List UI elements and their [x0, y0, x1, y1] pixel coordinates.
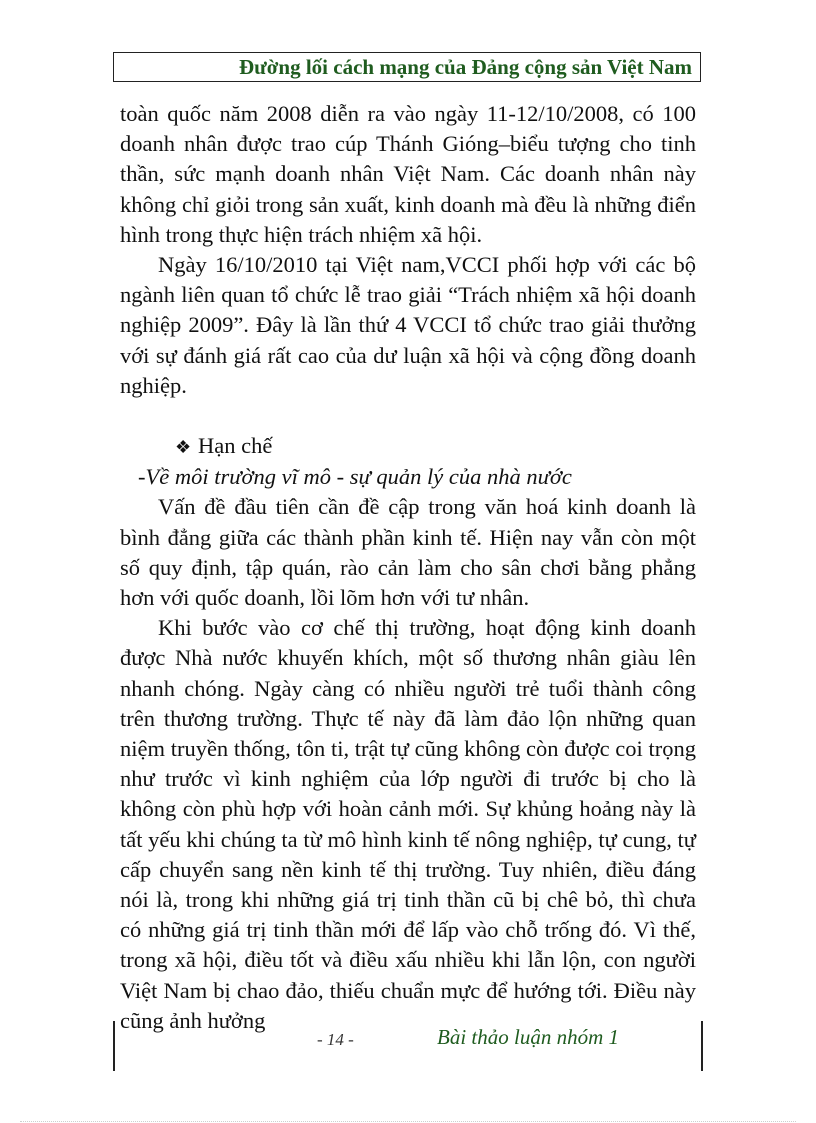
header-title: Đường lối cách mạng của Đảng cộng sản Việt Nam — [239, 55, 692, 79]
page-number: - 14 - — [317, 1030, 354, 1049]
body-paragraph-1: toàn quốc năm 2008 diễn ra vào ngày 11-12/10/2008, có 100 doanh nhân được trao cúp Thánh Gióng–biểu tượng cho tinh thần, sức mạnh doanh nhân Việt Nam. Các doanh nhân này không chỉ giỏi trong sản xuất, kinh doanh mà đều là những điển hình trong thực hiện trách nhiệm xã hội. — [120, 101, 696, 247]
footer-right-rule — [701, 1021, 703, 1071]
body-paragraph-2: Ngày 16/10/2010 tại Việt nam,VCCI phối hợp với các bộ ngành liên quan tổ chức lễ trao giải “Trách nhiệm xã hội doanh nghiệp 2009”. Đây là lần thứ 4 VCCI tổ chức trao giải thưởng với sự đánh giá rất cao của dư luận xã hội và cộng đồng doanh nghiệp. — [120, 252, 696, 398]
diamond-bullet-icon: ❖ — [175, 437, 192, 458]
running-header — [113, 52, 701, 82]
footer-title: Bài thảo luận nhóm 1 — [437, 1025, 619, 1049]
section-heading-text: Hạn chế — [198, 433, 273, 459]
body-paragraph-4: Khi bước vào cơ chế thị trường, hoạt động kinh doanh được Nhà nước khuyến khích, một số thương nhân giàu lên nhanh chóng. Ngày càng có nhiều người trẻ tuổi thành công trên thương trường. Thực tế này đã làm đảo lộn những quan niệm truyền thống, tôn ti, trật tự cũng không còn được coi trọng như trước vì kinh nghiệm của lớp người đi trước bị cho là không còn phù hợp với hoàn cảnh mới. Sự khủng hoảng này là tất yếu khi chúng ta từ mô hình kinh tế nông nghiệp, tự cung, tự cấp chuyển sang nền kinh tế thị trường. Tuy nhiên, điều đáng nói là, trong khi những giá trị tinh thần cũ bị chê bỏ, thì chưa có những giá trị tinh thần mới để lấp vào chỗ trống đó. Vì thế, trong xã hội, điều tốt và điều xấu nhiều khi lẫn lộn, con người Việt Nam bị chao đảo, thiếu chuẩn mực để hướng tới. Điều này cũng ảnh hưởng — [120, 615, 696, 1033]
page-bottom-divider — [20, 1121, 796, 1122]
document-body — [120, 99, 696, 1036]
subheading: -Về môi trường vĩ mô - sự quản lý của nhà nước — [138, 464, 572, 490]
section-gap — [120, 401, 696, 431]
section-heading — [120, 431, 696, 462]
footer-left-rule — [113, 1021, 115, 1071]
body-paragraph-3: Vấn đề đầu tiên cần đề cập trong văn hoá kinh doanh là bình đẳng giữa các thành phần kinh tế. Hiện nay vẫn còn một số quy định, tập quán, rào cản làm cho sân chơi bằng phẳng hơn với quốc doanh, lồi lõm hơn với tư nhân. — [120, 494, 696, 611]
